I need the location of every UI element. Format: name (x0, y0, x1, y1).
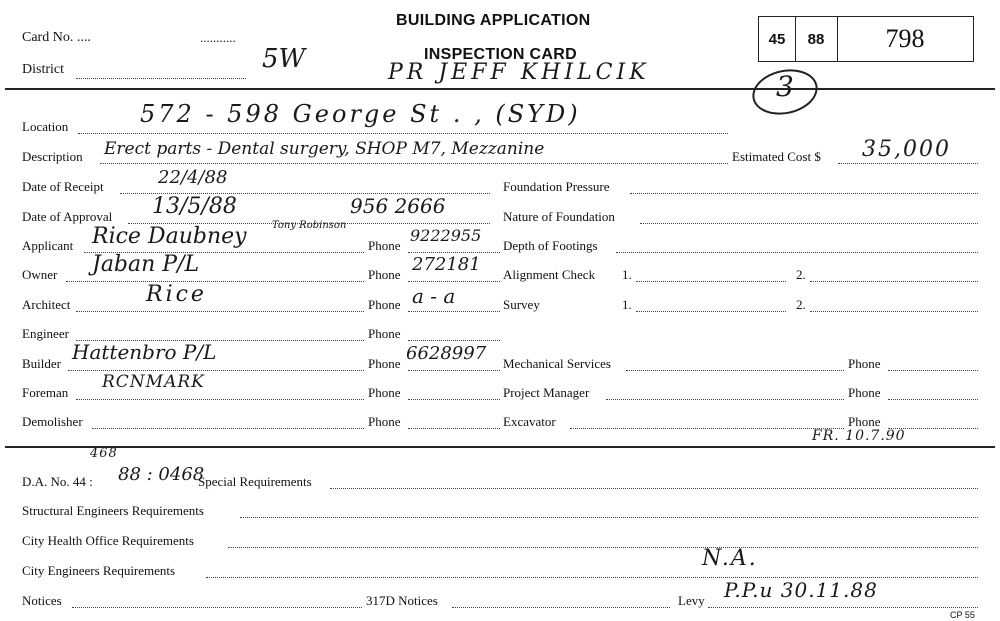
mechanical-phone-dotline (888, 370, 978, 371)
depth-footings-label: Depth of Footings (503, 238, 598, 253)
owner-dotline (66, 281, 364, 282)
mechanical-phone-label: Phone (848, 356, 881, 371)
circled-mark-digit: 3 (776, 70, 794, 103)
special-requirements-dotline (330, 488, 978, 489)
project-manager-phone-dotline (888, 399, 978, 400)
alignment-check-label: Alignment Check (503, 267, 596, 282)
demolisher-phone-dotline (408, 428, 500, 429)
fr-note: FR. 10.7.90 (812, 428, 906, 444)
depth-footings-dotline (616, 252, 978, 253)
demolisher-phone-label: Phone (368, 414, 401, 429)
description-label: Description (22, 149, 83, 164)
project-manager-phone-label: Phone (848, 385, 881, 400)
alignment-dotline-2 (810, 281, 978, 282)
alignment-dotline-1 (636, 281, 786, 282)
title-building-application: BUILDING APPLICATION (396, 12, 591, 29)
district-dotline (76, 78, 246, 79)
city-health-label: City Health Office Requirements (22, 533, 194, 548)
project-manager-dotline (606, 399, 844, 400)
location-value: 572 - 598 George St . , (SYD) (140, 100, 581, 128)
applicant-phone-dotline (408, 252, 500, 253)
builder-dotline (68, 370, 364, 371)
excavator-phone-label: Phone (848, 414, 881, 429)
survey-dotline-1 (636, 311, 786, 312)
architect-phone-value: a - a (412, 284, 456, 308)
foreman-dotline (76, 399, 364, 400)
title-inspection-card: INSPECTION CARD (424, 46, 577, 63)
architect-value: Rice (146, 282, 207, 307)
district-label: District (22, 62, 64, 77)
project-manager-label: Project Manager (503, 385, 590, 400)
foreman-phone-dotline (408, 399, 500, 400)
notices-dotline (72, 607, 362, 608)
nature-foundation-dotline (640, 223, 978, 224)
engineer-label: Engineer (22, 326, 69, 341)
notices-label: Notices (22, 593, 62, 608)
alignment-num-1: 1. (622, 267, 632, 282)
engineer-phone-label: Phone (368, 326, 401, 341)
builder-label: Builder (22, 356, 61, 371)
estimated-cost-dotline (838, 163, 978, 164)
date-approval-label: Date of Approval (22, 209, 113, 224)
estimated-cost-value: 35,000 (862, 137, 951, 162)
survey-num-2: 2. (796, 297, 806, 312)
foundation-pressure-label: Foundation Pressure (503, 179, 610, 194)
card-no-label: Card No. .... (22, 30, 91, 45)
demolisher-label: Demolisher (22, 414, 83, 429)
date-approval-extra: 956 2666 (350, 194, 446, 218)
applicant-value: Rice Daubney (92, 224, 247, 249)
levy-label: Levy (678, 593, 705, 608)
district-value: 5W (262, 44, 306, 74)
architect-phone-label: Phone (368, 297, 401, 312)
mechanical-dotline (626, 370, 844, 371)
location-label: Location (22, 119, 69, 134)
notices-317d-label: 317D Notices (366, 593, 438, 608)
demolisher-dotline (92, 428, 364, 429)
foreman-label: Foreman (22, 385, 69, 400)
date-receipt-label: Date of Receipt (22, 179, 104, 194)
location-dotline (78, 133, 728, 134)
architect-phone-dotline (408, 311, 500, 312)
city-health-dotline (228, 547, 978, 548)
survey-num-1: 1. (622, 297, 632, 312)
applicant-phone-label: Phone (368, 238, 401, 253)
description-dotline (100, 163, 728, 164)
survey-label: Survey (503, 297, 540, 312)
applicant-label: Applicant (22, 238, 74, 253)
top-divider (5, 88, 995, 90)
box-cell-2: 88 (795, 17, 838, 61)
levy-value: P.P.u 30.11.88 (724, 578, 878, 602)
alignment-num-2: 2. (796, 267, 806, 282)
card-number-box (758, 16, 974, 62)
levy-dotline (708, 607, 978, 608)
engineer-phone-dotline (408, 340, 500, 341)
box-number: 798 (885, 24, 925, 53)
owner-phone-label: Phone (368, 267, 401, 282)
notices-317d-dotline (452, 607, 670, 608)
architect-label: Architect (22, 297, 71, 312)
nature-foundation-label: Nature of Foundation (503, 209, 615, 224)
box-cell-1: 45 (759, 17, 796, 61)
middle-divider (5, 446, 995, 448)
handwritten-inspector-name: PR JEFF KHILCIK (388, 60, 650, 85)
survey-dotline-2 (810, 311, 978, 312)
da-above-note: 468 (90, 446, 118, 461)
owner-value: Jaban P/L (92, 252, 200, 277)
da-label: D.A. No. 44 : (22, 474, 93, 489)
builder-phone-value: 6628997 (406, 343, 487, 364)
city-engineers-value: N.A. (702, 546, 758, 571)
builder-value: Hattenbro P/L (72, 340, 217, 364)
builder-phone-dotline (408, 370, 500, 371)
foundation-pressure-dotline (630, 193, 978, 194)
owner-phone-value: 272181 (412, 254, 481, 275)
date-approval-value: 13/5/88 (152, 194, 237, 219)
structural-engineers-label: Structural Engineers Requirements (22, 503, 204, 518)
owner-phone-dotline (408, 281, 500, 282)
owner-label: Owner (22, 267, 58, 282)
card-no-dots: ........... (200, 30, 236, 45)
applicant-note: Tony Robinson (272, 220, 347, 231)
mechanical-services-label: Mechanical Services (503, 356, 611, 371)
estimated-cost-label: Estimated Cost $ (732, 149, 821, 164)
form-code: CP 55 (950, 610, 975, 620)
date-receipt-value: 22/4/88 (158, 167, 228, 188)
special-requirements-label: Special Requirements (198, 474, 312, 489)
builder-phone-label: Phone (368, 356, 401, 371)
structural-engineers-dotline (240, 517, 978, 518)
excavator-dotline (570, 428, 844, 429)
description-value: Erect parts - Dental surgery, SHOP M7, Mezzanine (104, 139, 545, 159)
da-value: 88 : 0468 (118, 464, 205, 485)
city-engineers-label: City Engineers Requirements (22, 563, 176, 578)
architect-dotline (76, 311, 364, 312)
applicant-phone-value: 9222955 (410, 226, 482, 245)
excavator-label: Excavator (503, 414, 556, 429)
foreman-value: RCNMARK (102, 372, 205, 392)
foreman-phone-label: Phone (368, 385, 401, 400)
